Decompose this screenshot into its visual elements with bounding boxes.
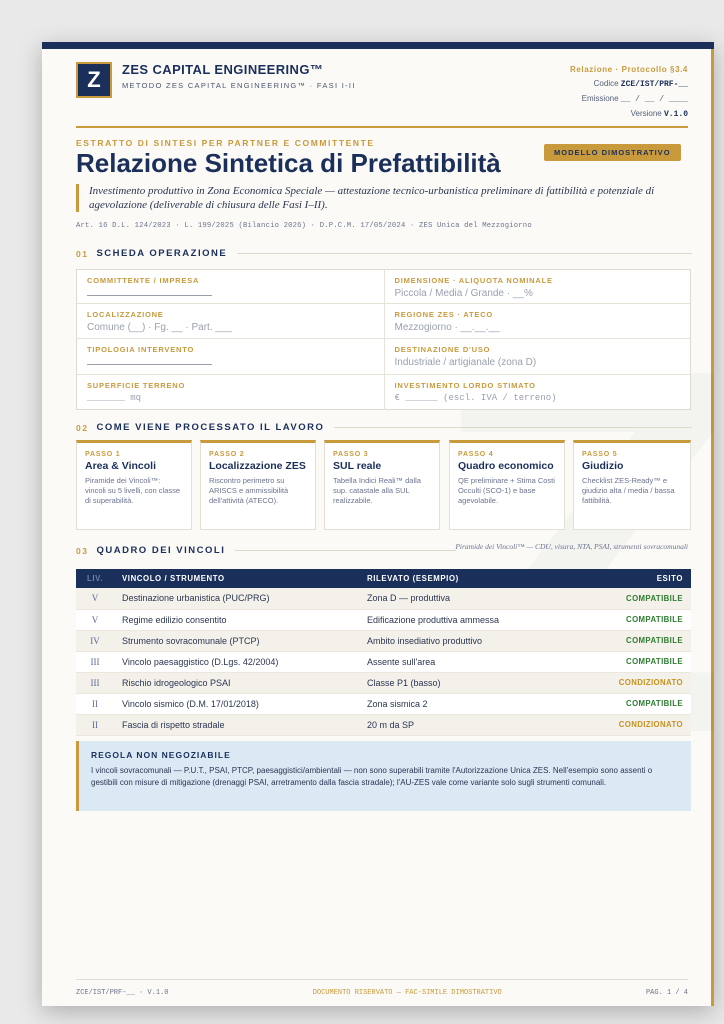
cell-vincolo: Vincolo paesaggistico (D.Lgs. 42/2004)	[114, 651, 359, 672]
emissione-value: __ / __ / ____	[620, 95, 688, 104]
cell-liv: II	[76, 693, 114, 714]
section-header-scheda	[76, 248, 692, 259]
codice-value: ZCE/IST/PRF-__	[620, 80, 688, 89]
field-value: Mezzogiorno · __.__.__	[394, 322, 500, 333]
footer-divider	[76, 979, 688, 980]
cell-rilevato: 20 m da SP	[359, 714, 574, 735]
cell-rilevato: Assente sull'area	[359, 651, 574, 672]
step-label: PASSO 4	[458, 451, 494, 458]
step-label: PASSO 1	[85, 451, 121, 458]
table-row	[76, 672, 691, 693]
cell-liv: III	[76, 672, 114, 693]
footer	[76, 989, 688, 997]
cell-vincolo: Fascia di rispetto stradale	[114, 714, 359, 735]
blank-line	[87, 295, 212, 296]
protocol-title: Relazione · Protocollo §3.4	[569, 65, 688, 74]
cell-liv: V	[76, 588, 114, 609]
protocol-block	[570, 63, 688, 122]
versione-value: V.1.0	[663, 110, 688, 119]
section-number: 02	[76, 422, 89, 433]
cell-vincolo: Strumento sovracomunale (PTCP)	[114, 630, 359, 651]
brand-block	[122, 62, 356, 90]
cell-liv: IV	[76, 630, 114, 651]
cell-esito: CONDIZIONATO	[574, 672, 691, 693]
cell-esito: COMPATIBILE	[574, 630, 691, 651]
step-label: PASSO 2	[209, 451, 245, 458]
field-value: € ______ (escl. IVA / terreno)	[394, 393, 557, 403]
cell-esito: COMPATIBILE	[574, 693, 691, 714]
field-tipologia	[77, 339, 384, 375]
section-title: SCHEDA OPERAZIONE	[96, 248, 228, 259]
field-label: SUPERFICIE TERRENO	[87, 381, 186, 390]
field-value: Industriale / artigianale (zona D)	[394, 357, 537, 368]
field-label: REGIONE ZES · ATECO	[394, 310, 494, 319]
document-page	[42, 42, 714, 1006]
overline: ESTRATTO DI SINTESI PER PARTNER E COMMITTENTE	[76, 138, 375, 148]
header-divider	[76, 126, 688, 128]
cell-liv: V	[76, 609, 114, 630]
versione-label: Versione	[630, 109, 662, 118]
codice-label: Codice	[593, 79, 619, 88]
step-label: PASSO 3	[333, 451, 369, 458]
table-row	[76, 630, 691, 651]
rule-body: I vincoli sovracomunali — P.U.T., PSAI, PTCP, paesaggistici/ambientali — non sono superabili tramite l'Autorizzazione Unica ZES. Nell'esempio sono assenti o gestibili con misure di mitigazione (drenaggi PSAI, arretramento dalla fascia stradale); l'AU-ZES vale come variante solo sugli strumenti comunali.	[91, 766, 653, 787]
step-label: PASSO 5	[582, 451, 618, 458]
field-label: TIPOLOGIA INTERVENTO	[87, 345, 195, 354]
brand-name: ZES CAPITAL ENGINEERING™	[122, 62, 324, 77]
field-value: Comune (__) · Fg. __ · Part. ___	[87, 322, 233, 333]
cell-vincolo: Destinazione urbanistica (PUC/PRG)	[114, 588, 359, 609]
rule-callout	[76, 741, 691, 811]
section-title: QUADRO DEI VINCOLI	[96, 545, 226, 556]
page-number: PAG. 1 / 4	[645, 989, 688, 997]
logo-icon: Z	[76, 62, 112, 98]
emissione-label: Emissione	[581, 94, 619, 103]
step-title: Area & Vincoli	[85, 460, 156, 472]
cell-vincolo: Regime edilizio consentito	[114, 609, 359, 630]
table-row	[76, 693, 691, 714]
cell-vincolo: Vincolo sismico (D.M. 17/01/2018)	[114, 693, 359, 714]
field-value: _______ mq	[87, 393, 142, 403]
step-desc: Piramide dei Vincoli™: vincoli su 5 livelli, con classe di superabilità.	[85, 476, 181, 505]
process-steps	[76, 440, 691, 530]
step-title: SUL reale	[333, 460, 382, 472]
section-note: Piramide dei Vincoli™ — CDU, visura, NTA, PSAI, strumenti sovracomunali	[455, 542, 688, 551]
step-desc: Riscontro perimetro su ARISCS e ammissibilità dell'attività (ATECO).	[209, 476, 289, 505]
blank-line	[87, 364, 212, 365]
scheda-grid	[76, 269, 691, 410]
cell-rilevato: Zona D — produttiva	[359, 588, 574, 609]
cell-vincolo: Rischio idrogeologico PSAI	[114, 672, 359, 693]
step-card	[324, 440, 440, 530]
cell-rilevato: Edificazione produttiva ammessa	[359, 609, 574, 630]
section-header-vincoli	[76, 545, 456, 556]
step-desc: Tabella Indici Reali™ dalla sup. catastale alla SUL realizzabile.	[333, 476, 421, 505]
cell-esito: COMPATIBILE	[574, 609, 691, 630]
field-label: DESTINAZIONE D'USO	[394, 345, 491, 354]
vincoli-table	[76, 569, 691, 736]
step-title: Giudizio	[582, 460, 624, 472]
cell-rilevato: Classe P1 (basso)	[359, 672, 574, 693]
field-dimensione	[384, 270, 691, 304]
cell-liv: III	[76, 651, 114, 672]
table-row	[76, 651, 691, 672]
footer-confidential: DOCUMENTO RISERVATO — FAC-SIMILE DIMOSTRATIVO	[312, 989, 502, 997]
field-superficie	[77, 375, 384, 410]
section-number: 03	[76, 545, 89, 556]
step-desc: Checklist ZES-Ready™ e giudizio alta / media / bassa fattibilità.	[582, 476, 675, 505]
field-destinazione	[384, 339, 691, 375]
field-localizzazione	[77, 304, 384, 339]
field-label: DIMENSIONE · ALIQUOTA NOMINALE	[394, 276, 553, 285]
step-title: Quadro economico	[458, 460, 554, 472]
cell-esito: CONDIZIONATO	[574, 714, 691, 735]
cell-rilevato: Zona sismica 2	[359, 693, 574, 714]
field-label: COMMITTENTE / IMPRESA	[87, 276, 200, 285]
footer-code: ZCE/IST/PRF-__ · V.1.0	[76, 989, 169, 997]
status-badge: MODELLO DIMOSTRATIVO	[544, 144, 681, 161]
field-committente	[77, 270, 384, 304]
table-row	[76, 714, 691, 735]
col-liv: LIV.	[76, 569, 114, 588]
col-esito: ESITO	[574, 569, 691, 588]
page-title: Relazione Sintetica di Prefattibilità	[76, 148, 501, 178]
legal-references: Art. 16 D.L. 124/2023 · L. 199/2025 (Bilancio 2026) · D.P.C.M. 17/05/2024 · ZES Unica del Mezzogiorno	[76, 222, 532, 230]
table-header-row	[76, 569, 691, 588]
top-accent-bar	[42, 42, 714, 49]
cell-rilevato: Ambito insediativo produttivo	[359, 630, 574, 651]
step-card	[76, 440, 192, 530]
field-regione	[384, 304, 691, 339]
cell-liv: II	[76, 714, 114, 735]
col-rilevato: RILEVATO (ESEMPIO)	[359, 569, 574, 588]
field-investimento	[384, 375, 691, 410]
cell-esito: COMPATIBILE	[574, 588, 691, 609]
step-desc: QE preliminare + Stima Costi Occulti (SCO-1) e base agevolabile.	[458, 476, 555, 505]
section-title: COME VIENE PROCESSATO IL LAVORO	[96, 422, 325, 433]
step-title: Localizzazione ZES	[209, 460, 306, 472]
step-card	[573, 440, 691, 530]
step-card	[200, 440, 316, 530]
section-header-processo	[76, 422, 692, 433]
field-label: LOCALIZZAZIONE	[87, 310, 164, 319]
table-row	[76, 588, 691, 609]
brand-subtitle: METODO ZES CAPITAL ENGINEERING™ · FASI I-II	[122, 81, 356, 90]
rule-title: REGOLA NON NEGOZIABILE	[91, 750, 231, 760]
col-vincolo: VINCOLO / STRUMENTO	[114, 569, 359, 588]
cell-esito: COMPATIBILE	[574, 651, 691, 672]
section-number: 01	[76, 248, 89, 259]
table-row	[76, 609, 691, 630]
intro-text: Investimento produttivo in Zona Economica Speciale — attestazione tecnico-urbanistica preliminare di fattibilità e potenziale di agevolazione (deliverable di chiusura delle Fasi I–II).	[76, 184, 692, 212]
field-value: Piccola / Media / Grande · __%	[394, 288, 533, 299]
field-label: INVESTIMENTO LORDO STIMATO	[394, 381, 536, 390]
step-card	[449, 440, 565, 530]
